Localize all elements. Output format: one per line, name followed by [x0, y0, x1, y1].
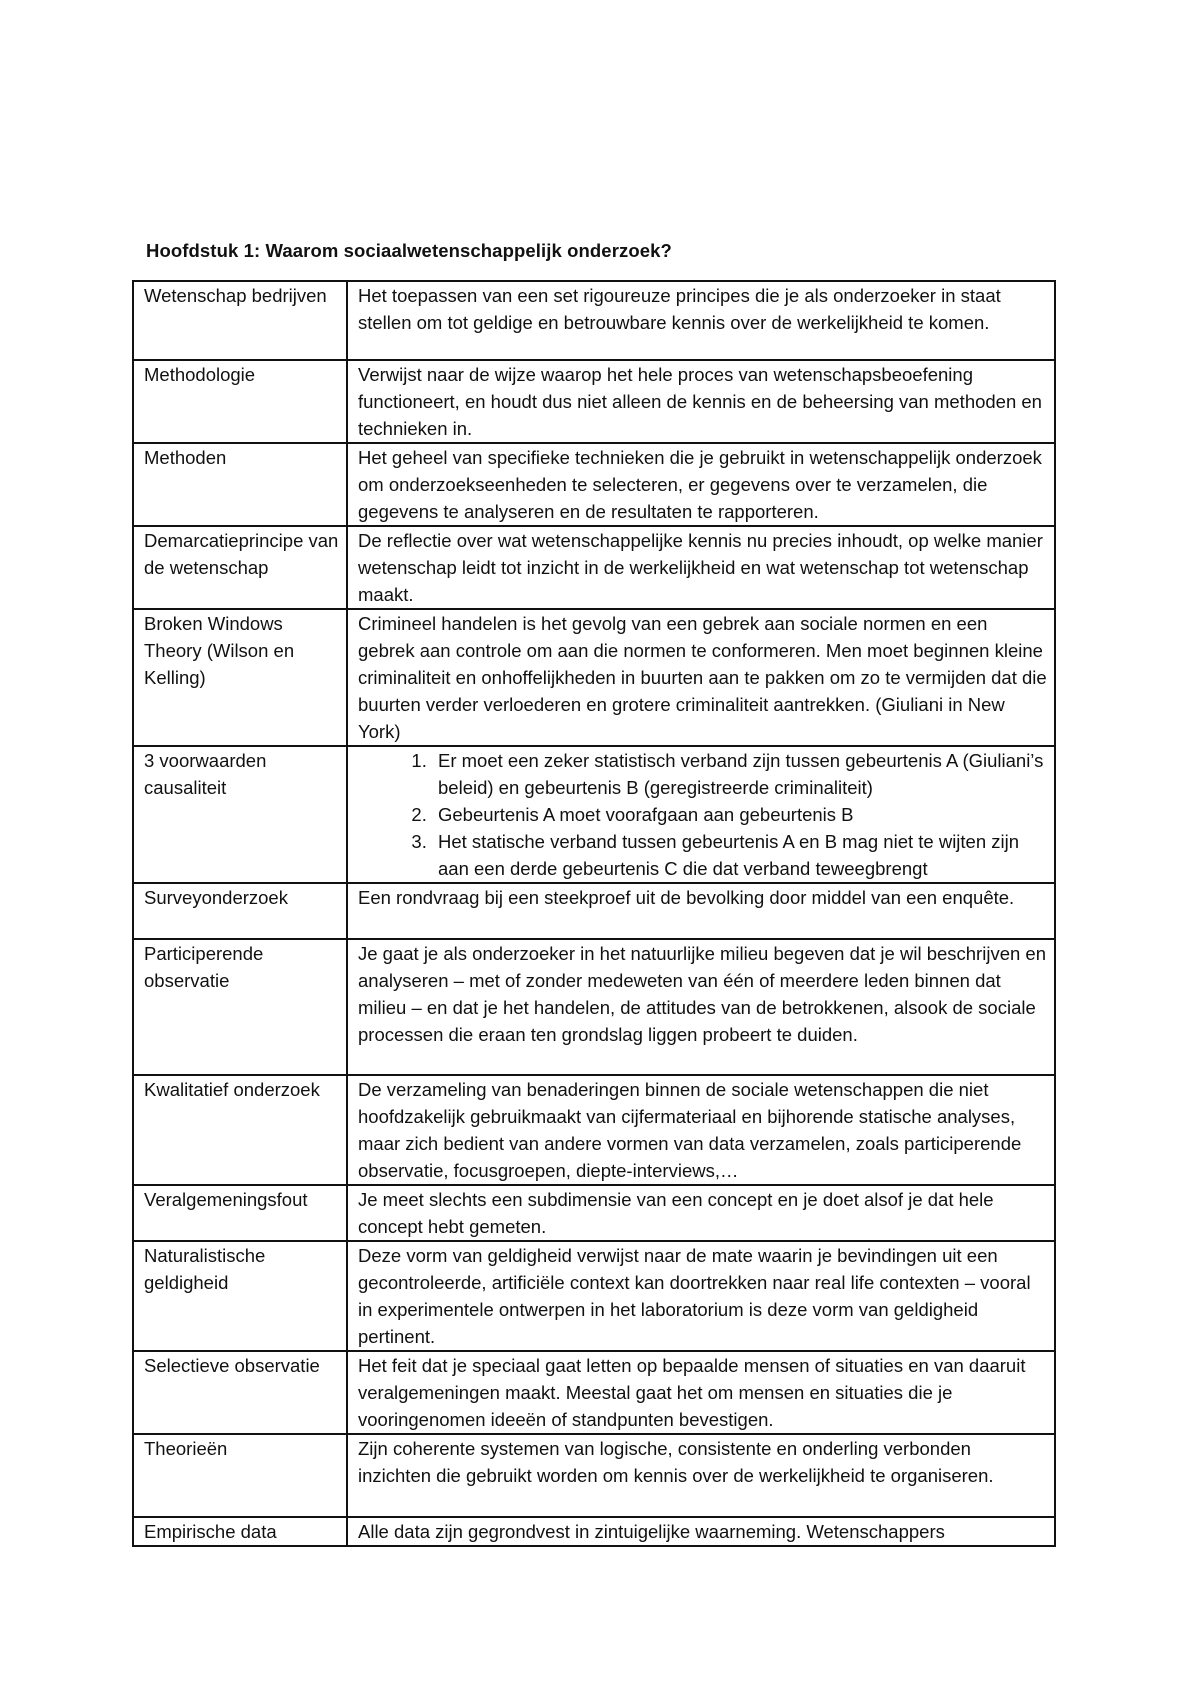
definition-cell: Crimineel handelen is het gevolg van een gebrek aan sociale normen en een gebrek aan controle om aan die normen te conformeren. Men moet beginnen kleine criminaliteit en onhoffelijkheden in buurten aan te pakken om zo te vermijden dat die buurten verder verloederen en grotere criminaliteit aantrekken. (Giuliani in New York) — [347, 609, 1055, 746]
definition-cell: Alle data zijn gegrondvest in zintuigelijke waarneming. Wetenschappers — [347, 1517, 1055, 1546]
definition-cell: Verwijst naar de wijze waarop het hele proces van wetenschapsbeoefening functioneert, en houdt dus niet alleen de kennis en de beheersing van methoden en technieken in. — [347, 360, 1055, 443]
term-cell: Wetenschap bedrijven — [133, 281, 347, 360]
term-cell: Broken Windows Theory (Wilson en Kelling) — [133, 609, 347, 746]
term-cell: Surveyonderzoek — [133, 883, 347, 939]
table-row — [133, 1517, 1055, 1546]
table-row — [133, 526, 1055, 609]
definition-cell: De reflectie over wat wetenschappelijke kennis nu precies inhoudt, op welke manier wetenschap leidt tot inzicht in de werkelijkheid en wat wetenschap tot wetenschap maakt. — [347, 526, 1055, 609]
definition-cell: Zijn coherente systemen van logische, consistente en onderling verbonden inzichten die gebruikt worden om kennis over de werkelijkheid te organiseren. — [347, 1434, 1055, 1517]
table-row — [133, 443, 1055, 526]
table-row — [133, 746, 1055, 883]
definition-cell: Het geheel van specifieke technieken die je gebruikt in wetenschappelijk onderzoek om onderzoekseenheden te selecteren, er gegevens over te verzamelen, die gegevens te analyseren en de resultaten te rapporteren. — [347, 443, 1055, 526]
chapter-title: Hoofdstuk 1: Waarom sociaalwetenschappelijk onderzoek? — [146, 240, 672, 261]
definition-cell: Het toepassen van een set rigoureuze principes die je als onderzoeker in staat stellen om tot geldige en betrouwbare kennis over de werkelijkheid te komen. — [347, 281, 1055, 360]
table-row — [133, 1185, 1055, 1241]
list-item: 2. Gebeurtenis A moet voorafgaan aan gebeurtenis B — [432, 801, 1048, 828]
term-cell: Veralgemeningsfout — [133, 1185, 347, 1241]
term-cell: Naturalistische geldigheid — [133, 1241, 347, 1351]
term-cell: Methodologie — [133, 360, 347, 443]
table-row — [133, 883, 1055, 939]
list-item: 1. Er moet een zeker statistisch verband zijn tussen gebeurtenis A (Giuliani’s beleid) en gebeurtenis B (geregistreerde criminaliteit) — [432, 747, 1048, 801]
term-cell: 3 voorwaarden causaliteit — [133, 746, 347, 883]
term-cell: Empirische data — [133, 1517, 347, 1546]
table-row — [133, 1434, 1055, 1517]
definition-cell: Deze vorm van geldigheid verwijst naar de mate waarin je bevindingen uit een gecontroleerde, artificiële context kan doortrekken naar real life contexten – vooral in experimentele ontwerpen in het laboratorium is deze vorm van geldigheid pertinent. — [347, 1241, 1055, 1351]
definition-cell: De verzameling van benaderingen binnen de sociale wetenschappen die niet hoofdzakelijk gebruikmaakt van cijfermateriaal en bijhorende statische analyses, maar zich bedient van andere vormen van data verzamelen, zoals participerende observatie, focusgroepen, diepte-interviews,… — [347, 1075, 1055, 1185]
table-row — [133, 1075, 1055, 1185]
definition-cell: Je meet slechts een subdimensie van een concept en je doet alsof je dat hele concept hebt gemeten. — [347, 1185, 1055, 1241]
causality-conditions-list — [358, 747, 1048, 882]
term-cell: Selectieve observatie — [133, 1351, 347, 1434]
term-cell: Participerende observatie — [133, 939, 347, 1075]
definition-cell: Je gaat je als onderzoeker in het natuurlijke milieu begeven dat je wil beschrijven en analyseren – met of zonder medeweten van één of meerdere leden binnen dat milieu – en dat je het handelen, de attitudes van de betrokkenen, alsook de sociale processen die eraan ten grondslag liggen probeert te duiden. — [347, 939, 1055, 1075]
table-row — [133, 281, 1055, 360]
table-row — [133, 939, 1055, 1075]
term-cell: Demarcatieprincipe van de wetenschap — [133, 526, 347, 609]
table-row — [133, 360, 1055, 443]
table-row — [133, 1241, 1055, 1351]
table-row — [133, 1351, 1055, 1434]
term-cell: Theorieën — [133, 1434, 347, 1517]
definition-cell — [347, 746, 1055, 883]
glossary-table — [132, 280, 1056, 1547]
list-item: 3. Het statische verband tussen gebeurtenis A en B mag niet te wijten zijn aan een derde gebeurtenis C die dat verband teweegbrengt — [432, 828, 1048, 882]
term-cell: Methoden — [133, 443, 347, 526]
term-cell: Kwalitatief onderzoek — [133, 1075, 347, 1185]
definition-cell: Het feit dat je speciaal gaat letten op bepaalde mensen of situaties en van daaruit veralgemeningen maakt. Meestal gaat het om mensen en situaties die je vooringenomen ideeën of standpunten bevestigen. — [347, 1351, 1055, 1434]
table-row — [133, 609, 1055, 746]
definition-cell: Een rondvraag bij een steekproef uit de bevolking door middel van een enquête. — [347, 883, 1055, 939]
